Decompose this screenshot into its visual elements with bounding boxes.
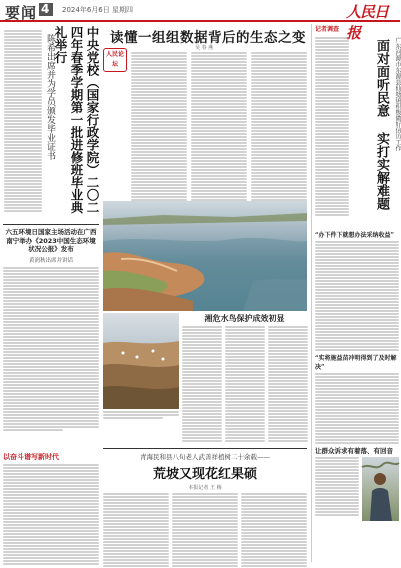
lake-landscape-illustration (103, 201, 307, 311)
right-subhead-3: 让群众诉求有着落、有回音 (315, 447, 393, 455)
bird-feature-article (182, 313, 307, 445)
bird-photo-caption (103, 411, 179, 420)
right-top-body (315, 37, 349, 217)
bottom-article-kicker: 青海民和县八旬老人武善祥植树二十余载—— (140, 453, 270, 461)
commentary-headline: 读懂一组组数据背后的生态之变 (110, 30, 306, 46)
left-headline-region (2, 24, 102, 222)
issue-date: 2024年6月6日 星期四 (62, 6, 133, 14)
right-body-2 (315, 373, 401, 444)
lake-photo (103, 201, 307, 311)
bird-feature-title: 湘危水鸟保护成效初显 (204, 314, 285, 323)
farmer-photo (362, 457, 399, 521)
newspaper-logo: 人民日报 (346, 3, 389, 42)
left-body-text (4, 30, 42, 213)
bottom-center-article (103, 452, 307, 562)
farmer-illustration (362, 457, 399, 521)
left-divider-1 (3, 224, 99, 225)
commentary-badge (103, 48, 127, 72)
bottom-left-feature (3, 452, 99, 562)
commentary-byline: 吴 春 燕 (195, 45, 214, 51)
env-article-body (3, 267, 99, 431)
left-vertical-title: 中央党校（国家行政学院）二〇二四年春季学期第一批进修班毕业典礼举行 (53, 26, 100, 214)
right-vertical-headline: 面对面听民意 实打实解难题 (374, 39, 389, 210)
bottom-article-headline: 荒坡又现花红果硕 (152, 467, 257, 482)
page-number: 4 (41, 2, 50, 16)
left-env-article (3, 228, 99, 432)
section-label: 要闻 (5, 4, 38, 22)
left-vertical-subtitle: 陈希出席并为学员颁发毕业证书 (45, 34, 55, 160)
birds-on-mudflat-illustration (103, 313, 179, 409)
commentary-body (131, 52, 307, 220)
commentary-region (103, 24, 307, 222)
right-kicker: 记者调查 (315, 26, 340, 33)
bottom-left-title: 以奋斗谱写新时代 (3, 453, 59, 461)
right-vertical-subtitle: 广东河源市东源县仙塘镇积极做好信访工作 (394, 37, 401, 151)
right-subhead-1: “办下件下就想办法采纳收益” (315, 232, 394, 239)
right-column (311, 24, 401, 562)
env-article-title: 六五环境日国家主场活动在广西南宁举办《2023中国生态环境状况公报》发布 (5, 228, 97, 253)
right-body-1 (315, 241, 401, 351)
right-subhead-2: “实将施益苗冲明得到了及时解决” (315, 355, 397, 371)
bottom-article-byline: 本报记者 王 梅 (188, 485, 222, 491)
env-article-subtitle: 黄润秋出席并讲话 (28, 257, 73, 264)
center-divider (103, 448, 307, 449)
bird-photo (103, 313, 179, 409)
commentary-badge-text: 人民论坛 (105, 51, 124, 68)
